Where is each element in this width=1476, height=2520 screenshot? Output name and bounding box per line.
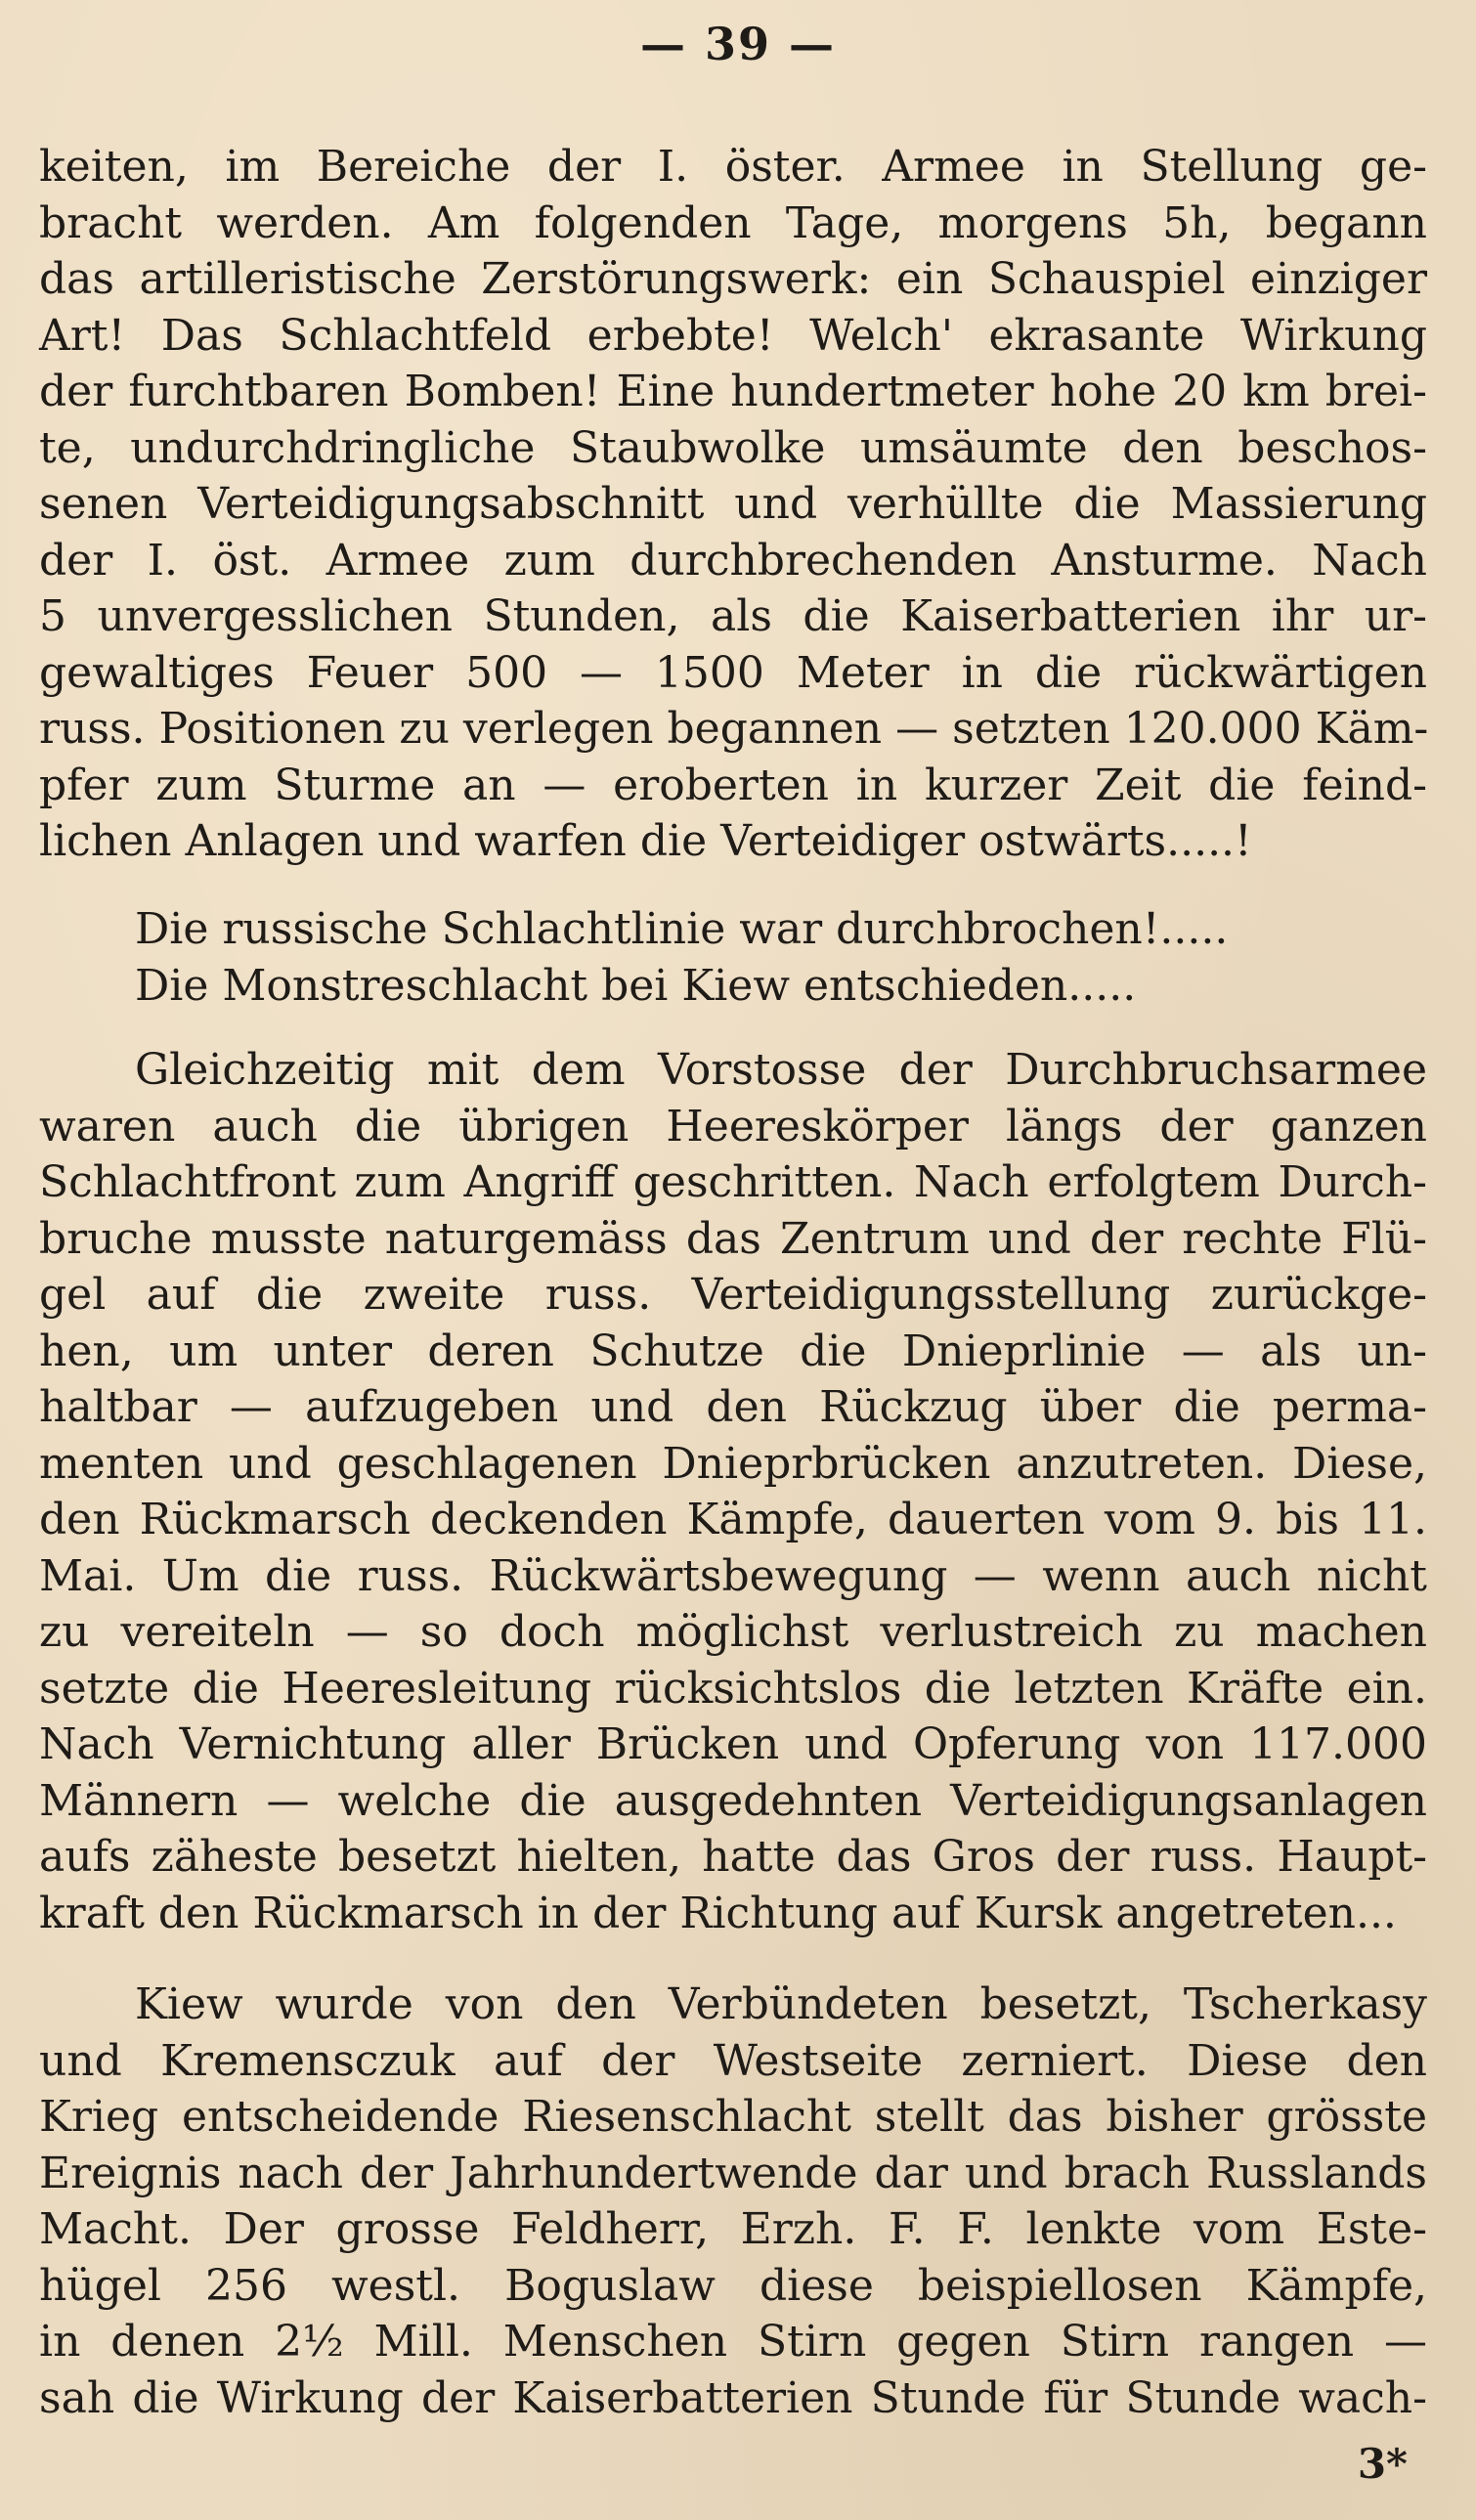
text-line: und Kremensczuk auf der Westseite zerniert. Diese den <box>39 2035 1427 2086</box>
text-line: aufs zäheste besetzt hielten, hatte das Gros der russ. Haupt- <box>39 1832 1427 1882</box>
text-line: der furchtbaren Bomben! Eine hundertmeter hohe 20 km brei- <box>39 367 1427 416</box>
text-line: setzte die Heeresleitung rücksichtslos die letzten Kräfte ein. <box>39 1663 1427 1714</box>
text-line: russ. Positionen zu verlegen begannen — setzten 120.000 Käm- <box>39 704 1429 754</box>
paragraph-2 <box>39 901 1427 958</box>
text-line: Krieg entscheidende Riesenschlacht stellt das bisher grösste <box>39 2092 1427 2142</box>
paragraph-3 <box>39 958 1427 1015</box>
text-line: Art! Das Schlachtfeld erbebte! Welch' ekrasante Wirkung <box>39 310 1427 361</box>
text-line: sah die Wirkung der Kaiserbatterien Stunde für Stunde wach- <box>39 2372 1427 2423</box>
text-line: gewaltiges Feuer 500 — 1500 Meter in die rückwärtigen <box>39 647 1427 698</box>
signature-mark: 3* <box>1357 2440 1408 2488</box>
text-line: Nach Vernichtung aller Brücken und Opferung von 117.000 <box>39 1719 1427 1769</box>
text-line: Gleichzeitig mit dem Vorstosse der Durchbruchsarmee <box>135 1045 1427 1095</box>
text-line: menten und geschlagenen Dnieprbrücken anzutreten. Diese, <box>39 1438 1427 1489</box>
text-line: Männern — welche die ausgedehnten Verteidigungsanlagen <box>39 1775 1427 1826</box>
text-line: Schlachtfront zum Angriff geschritten. Nach erfolgtem Durch- <box>39 1157 1427 1207</box>
paragraph-1 <box>39 139 1427 870</box>
page-number: — 39 — <box>639 18 837 70</box>
text-line: zu vereiteln — so doch möglichst verlustreich zu machen <box>39 1607 1427 1657</box>
text-line: te, undurchdringliche Staubwolke umsäumte den beschos- <box>39 422 1427 473</box>
paragraph-4 <box>39 1042 1427 1941</box>
text-line: Die Monstreschlacht bei Kiew entschieden..... <box>135 961 1137 1011</box>
text-line: waren auch die übrigen Heereskörper längs der ganzen <box>39 1101 1427 1151</box>
text-line: 5 unvergesslichen Stunden, als die Kaiserbatterien ihr ur- <box>39 591 1427 641</box>
text-line: gel auf die zweite russ. Verteidigungsstellung zurückge- <box>39 1270 1427 1320</box>
text-line: pfer zum Sturme an — eroberten in kurzer Zeit die feind- <box>39 760 1427 810</box>
text-line: senen Verteidigungsabschnitt und verhüllte die Massierung <box>39 479 1427 529</box>
text-line: das artilleristische Zerstörungswerk: ein Schauspiel einziger <box>39 254 1427 304</box>
text-line: Die russische Schlachtlinie war durchbrochen!..... <box>135 904 1229 954</box>
text-line: kraft den Rückmarsch in der Richtung auf Kursk angetreten... <box>39 1888 1397 1938</box>
text-line: hen, um unter deren Schutze die Dnieprlinie — als un- <box>39 1325 1427 1376</box>
text-line: Macht. Der grosse Feldherr, Erzh. F. F. lenkte vom Este- <box>39 2204 1427 2254</box>
text-line: haltbar — aufzugeben und den Rückzug über die perma- <box>39 1382 1427 1432</box>
text-line: Mai. Um die russ. Rückwärtsbewegung — wenn auch nicht <box>39 1550 1427 1601</box>
text-line: hügel 256 westl. Boguslaw diese beispiellosen Kämpfe, <box>39 2260 1427 2311</box>
paragraph-5 <box>39 1977 1427 2426</box>
text-line: der I. öst. Armee zum durchbrechenden Ansturme. Nach <box>39 535 1427 586</box>
text-line: bracht werden. Am folgenden Tage, morgens 5h, begann <box>39 197 1427 248</box>
text-line: Ereignis nach der Jahrhundertwende dar und brach Russlands <box>39 2148 1427 2198</box>
text-line: bruche musste naturgemäss das Zentrum und der rechte Flü- <box>39 1213 1427 1264</box>
text-line: keiten, im Bereiche der I. öster. Armee in Stellung ge- <box>39 142 1427 192</box>
text-line: den Rückmarsch deckenden Kämpfe, dauerten vom 9. bis 11. <box>39 1495 1427 1544</box>
text-line: in denen 2½ Mill. Menschen Stirn gegen Stirn rangen — <box>39 2317 1427 2367</box>
text-line: lichen Anlagen und warfen die Verteidiger ostwärts.....! <box>39 816 1252 866</box>
text-line: Kiew wurde von den Verbündeten besetzt, Tscherkasy <box>135 1979 1427 2029</box>
